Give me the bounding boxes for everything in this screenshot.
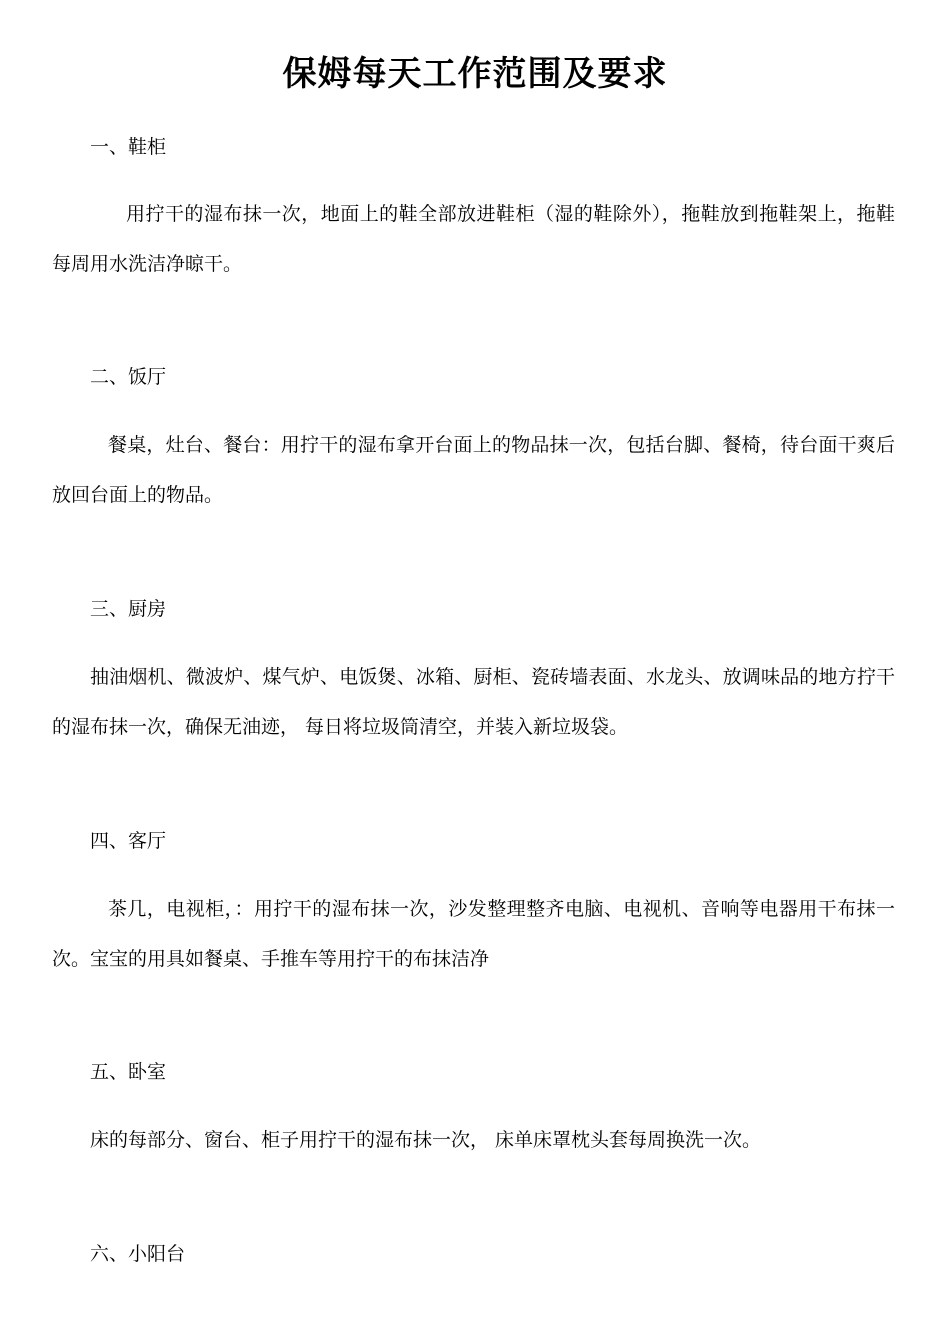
- section-body-dining-room: 餐桌，灶台、餐台：用拧干的湿布拿开台面上的物品抹一次，包括台脚、餐椅，待台面干爽后放回台面上的物品。: [52, 434, 895, 506]
- section-heading-bedroom: 五、卧室: [90, 1061, 167, 1083]
- section-heading-kitchen: 三、厨房: [90, 598, 167, 620]
- section-body-shoe-cabinet: 用拧干的湿布抹一次，地面上的鞋全部放进鞋柜（湿的鞋除外），拖鞋放到拖鞋架上，拖鞋每周用水洗洁净晾干。: [52, 203, 895, 275]
- document-title: 保姆每天工作范围及要求: [282, 54, 668, 94]
- section-heading-shoe-cabinet: 一、鞋柜: [90, 136, 167, 158]
- section-body-living-room: 茶几，电视柜，：用拧干的湿布抹一次，沙发整理整齐电脑、电视机、音响等电器用干布抹一次。宝宝的用具如餐桌、手推车等用拧干的布抹洁净: [52, 898, 895, 970]
- section-heading-dining-room: 二、饭厅: [90, 366, 167, 388]
- section-heading-small-balcony: 六、小阳台: [90, 1243, 186, 1265]
- section-heading-living-room: 四、客厅: [90, 830, 167, 852]
- section-body-bedroom: 床的每部分、窗台、柜子用拧干的湿布抹一次， 床单床罩枕头套每周换洗一次。: [90, 1129, 762, 1151]
- section-body-kitchen: 抽油烟机、微波炉、煤气炉、电饭煲、冰箱、厨柜、瓷砖墙表面、水龙头、放调味品的地方拧干的湿布抹一次，确保无油迹， 每日将垃圾筒清空，并装入新垃圾袋。: [52, 666, 895, 738]
